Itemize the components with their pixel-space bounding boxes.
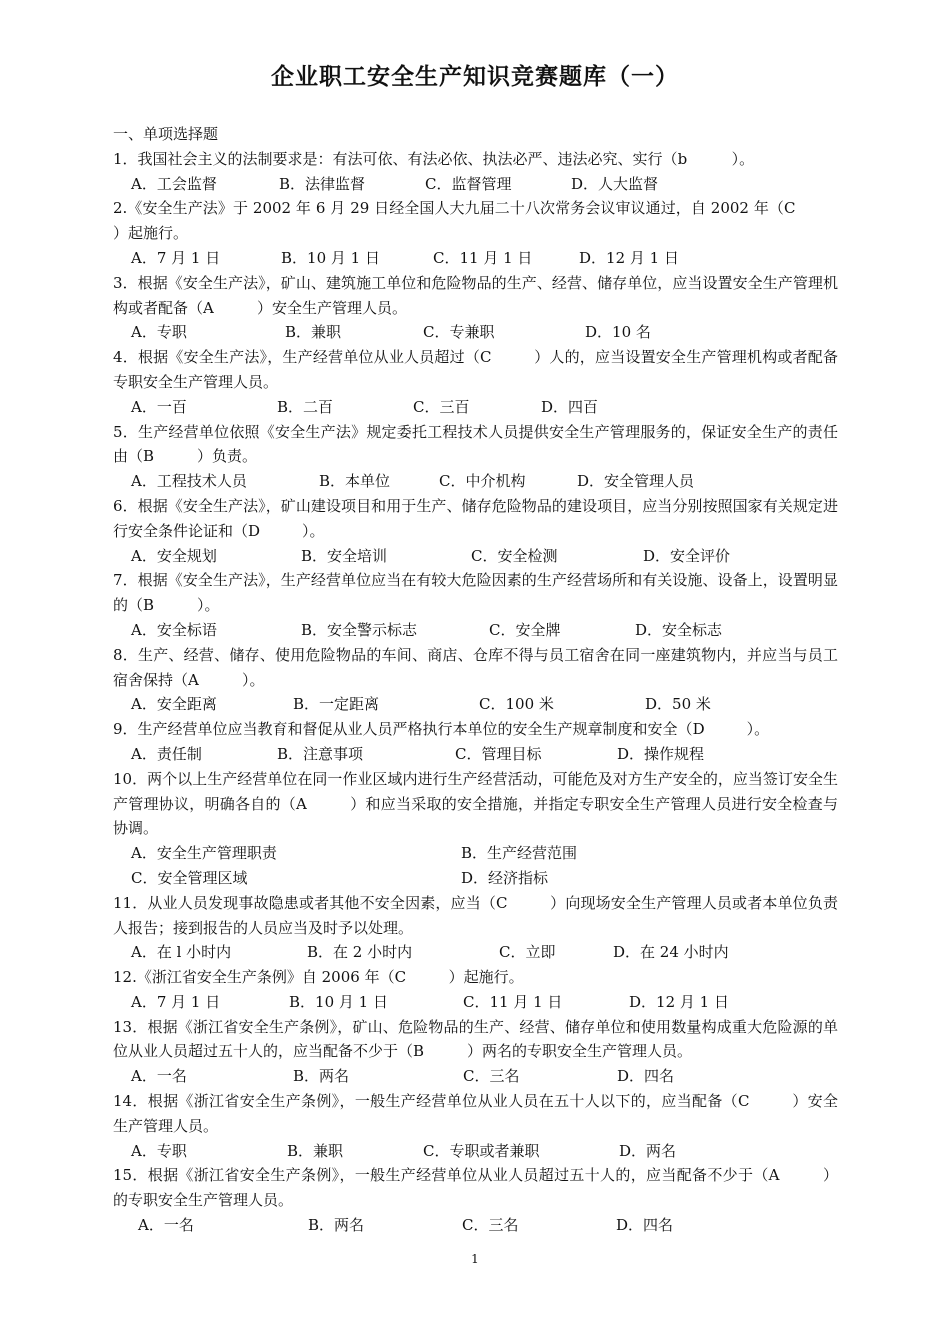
question-text-tail: ）。: [197, 596, 220, 615]
question-stem: [113, 420, 838, 470]
question-text-tail: ）向现场安全生产管理人员或者本单位负责人报告；接到报告的人员应当及时予以处理。: [113, 893, 838, 937]
option-d: D．四名: [617, 1067, 675, 1086]
question-item: [113, 196, 838, 270]
question-text: 5．生产经营单位依照《安全生产法》规定委托工程技术人员提供安全生产管理服务的，保证安全生产的责任由（: [113, 422, 838, 466]
option-c: C．三名: [462, 1216, 519, 1235]
question-text-tail: ）。: [302, 521, 325, 540]
question-item: [113, 271, 838, 345]
option-d: D．四百: [541, 397, 599, 416]
question-text-tail: ）安全生产管理人员。: [113, 1092, 838, 1135]
option-d: D．12 月 1 日: [579, 248, 679, 267]
option-b: B．在 2 小时内: [307, 943, 413, 962]
question-item: [113, 1015, 838, 1089]
option-a: A．专职: [131, 323, 187, 342]
question-item: [113, 965, 838, 1015]
option-row: [113, 692, 838, 717]
option-d: D．10 名: [585, 323, 651, 342]
answer-key: D: [248, 521, 261, 540]
option-d: D．人大监督: [571, 174, 659, 193]
question-text-tail: ）。: [746, 720, 770, 739]
option-c: C．专职或者兼职: [423, 1141, 540, 1160]
option-d: D．安全评价: [643, 546, 731, 565]
option-row: [113, 395, 838, 420]
question-stem: [113, 891, 838, 941]
option-c: C．管理目标: [455, 744, 542, 763]
option-c: C．中介机构: [439, 472, 526, 491]
answer-key: B: [143, 596, 155, 615]
option-a: A．安全标语: [131, 620, 217, 639]
question-item: [113, 420, 838, 494]
option-a: A．安全生产管理职责: [131, 844, 277, 863]
option-d: D．50 米: [645, 695, 711, 714]
option-a: A．安全规划: [131, 546, 217, 565]
question-list: [113, 122, 838, 1238]
question-text: 14．根据《浙江省安全生产条例》，一般生产经营单位从业人员在五十人以下的，应当配备（: [113, 1092, 739, 1111]
question-item: [113, 568, 838, 642]
option-row: [113, 1213, 838, 1238]
option-row: [113, 990, 838, 1015]
option-row: [113, 841, 838, 866]
answer-key: C: [738, 1092, 750, 1111]
answer-key: C: [784, 199, 796, 218]
question-text-tail: ）两名的专职安全生产管理人员。: [467, 1042, 693, 1061]
option-b: B．本单位: [319, 472, 391, 491]
question-item: [113, 891, 838, 965]
question-text-tail: ）和应当采取的安全措施，并指定专职安全生产管理人员进行安全检查与协调。: [113, 794, 838, 838]
answer-key: b: [677, 149, 688, 168]
option-row: [113, 866, 838, 891]
question-text: 15．根据《浙江省安全生产条例》，一般生产经营单位从业人员超过五十人的，应当配备不少于（: [113, 1166, 769, 1185]
question-text-tail: ）。: [731, 149, 755, 168]
option-a: A．安全距离: [131, 695, 217, 714]
question-stem: [113, 1089, 838, 1139]
option-a: A．一百: [131, 397, 187, 416]
question-item: [113, 345, 838, 419]
option-a: A．一名: [138, 1216, 194, 1235]
question-text: 6．根据《安全生产法》，矿山建设项目和用于生产、储存危险物品的建设项目，应当分别按照国家有关规定进行安全条件论证和（: [113, 496, 838, 540]
option-c: C．安全牌: [489, 620, 561, 639]
option-c: C．监督管理: [425, 174, 512, 193]
question-stem: [113, 717, 838, 742]
option-row: [113, 544, 838, 569]
option-b: B．10 月 1 日: [281, 248, 380, 267]
answer-key: A: [203, 298, 214, 317]
question-text: 2.《安全生产法》于 2002 年 6 月 29 日经全国人大九届二十八次常务会议审议通过，自 2002 年（: [113, 199, 784, 218]
option-d: D．两名: [619, 1141, 677, 1160]
option-c: C．三名: [463, 1067, 520, 1086]
option-b: B．两名: [308, 1216, 365, 1235]
option-a: A．在 l 小时内: [131, 943, 232, 962]
option-a: A．责任制: [131, 744, 202, 763]
question-text-tail: ）负责。: [197, 447, 258, 466]
question-text: 12.《浙江省安全生产条例》自 2006 年（: [113, 968, 395, 987]
answer-key: C: [480, 348, 492, 367]
question-text-tail: ）安全生产管理人员。: [257, 298, 408, 317]
option-b: B．10 月 1 日: [289, 992, 388, 1011]
question-text-tail: ）的专职安全生产管理人员。: [113, 1166, 838, 1210]
question-stem: [113, 494, 838, 544]
option-row: [113, 172, 838, 197]
question-item: [113, 717, 838, 767]
option-d: D．四名: [616, 1216, 674, 1235]
option-c: C．100 米: [479, 695, 554, 714]
option-a: A．工程技术人员: [131, 472, 247, 491]
option-b: B．两名: [293, 1067, 350, 1086]
question-stem: [113, 196, 838, 246]
option-row: [113, 940, 838, 965]
option-b: B．兼职: [285, 323, 342, 342]
question-stem: [113, 147, 838, 172]
question-item: [113, 494, 838, 568]
question-stem: [113, 767, 838, 841]
option-row: [113, 1064, 838, 1089]
question-text: 9．生产经营单位应当教育和督促从业人员严格执行本单位的安全生产规章制度和安全（: [113, 720, 693, 739]
option-b: B．二百: [277, 397, 334, 416]
option-c: C．安全检测: [471, 546, 558, 565]
answer-key: B: [413, 1042, 425, 1061]
question-stem: [113, 345, 838, 395]
option-d: D．安全管理人员: [577, 472, 695, 491]
option-d: D．安全标志: [635, 620, 723, 639]
question-text: 10．两个以上生产经营单位在同一作业区域内进行生产经营活动，可能危及对方生产安全的，应当签订安全生产管理协议，明确各自的（: [113, 769, 838, 813]
option-c: C．安全管理区域: [131, 868, 248, 887]
question-text: 3．根据《安全生产法》，矿山、建筑施工单位和危险物品的生产、经营、储存单位，应当设置安全生产管理机构或者配备（: [113, 273, 838, 317]
answer-key: A: [296, 794, 307, 813]
page-number: 1: [471, 1252, 479, 1266]
option-a: A．7 月 1 日: [131, 248, 221, 267]
question-stem: [113, 568, 838, 618]
option-c: C．专兼职: [423, 323, 495, 342]
question-text-tail: ）起施行。: [448, 968, 524, 987]
answer-key: D: [692, 720, 705, 739]
option-a: A．一名: [131, 1067, 187, 1086]
answer-key: C: [496, 893, 508, 912]
question-text: 13．根据《浙江省安全生产条例》，矿山、危险物品的生产、经营、储存单位和使用数量构成重大危险源的单位从业人员超过五十人的，应当配备不少于（: [113, 1017, 838, 1061]
question-stem: [113, 1015, 838, 1065]
option-a: A．工会监督: [131, 174, 217, 193]
option-b: B．注意事项: [277, 744, 364, 763]
option-row: [113, 320, 838, 345]
question-text-tail: ）人的，应当设置安全生产管理机构或者配备专职安全生产管理人员。: [113, 348, 838, 391]
option-d: D．12 月 1 日: [629, 992, 729, 1011]
question-stem: [113, 643, 838, 693]
question-text-tail: ）起施行。: [113, 224, 189, 243]
question-stem: [113, 271, 838, 321]
option-d: D．在 24 小时内: [613, 943, 729, 962]
question-text: 4．根据《安全生产法》，生产经营单位从业人员超过（: [113, 348, 481, 367]
option-row: [113, 246, 838, 271]
page-title: 企业职工安全生产知识竞赛题库（一）: [271, 64, 679, 90]
question-item: [113, 147, 838, 197]
option-row: [113, 1139, 838, 1164]
option-b: B．法律监督: [279, 174, 366, 193]
question-text-tail: ）。: [242, 670, 265, 689]
option-c: C．11 月 1 日: [463, 992, 563, 1011]
option-a: A．专职: [131, 1141, 187, 1160]
option-c: C．11 月 1 日: [433, 248, 533, 267]
option-c: C．三百: [413, 397, 470, 416]
question-item: [113, 1163, 838, 1237]
answer-key: A: [188, 670, 199, 689]
question-item: [113, 1089, 838, 1163]
section-heading: 一、单项选择题: [113, 125, 219, 143]
option-row: [113, 742, 838, 767]
question-text: 11．从业人员发现事故隐患或者其他不安全因素，应当（: [113, 893, 497, 912]
option-row: [113, 469, 838, 494]
option-b: B．安全培训: [301, 546, 388, 565]
question-text: 7．根据《安全生产法》，生产经营单位应当在有较大危险因素的生产经营场所和有关设施、设备上，设置明显的（: [113, 571, 838, 615]
option-b: B．生产经营范围: [461, 844, 578, 863]
question-text: 8．生产、经营、储存、使用危险物品的车间、商店、仓库不得与员工宿舍在同一座建筑物内，并应当与员工宿舍保持（: [113, 645, 838, 689]
option-a: A．7 月 1 日: [131, 992, 221, 1011]
option-d: D．经济指标: [461, 868, 549, 887]
option-b: B．安全警示标志: [301, 620, 418, 639]
option-c: C．立即: [499, 943, 556, 962]
question-stem: [113, 965, 838, 990]
option-b: B．兼职: [287, 1141, 344, 1160]
question-stem: [113, 1163, 838, 1213]
question-text: 1．我国社会主义的法制要求是：有法可依、有法必依、执法必严、违法必究、实行（: [113, 149, 678, 168]
answer-key: A: [768, 1166, 780, 1185]
answer-key: B: [143, 447, 155, 466]
answer-key: C: [394, 968, 407, 987]
option-d: D．操作规程: [617, 744, 705, 763]
option-row: [113, 618, 838, 643]
question-item: [113, 767, 838, 891]
question-item: [113, 643, 838, 717]
option-b: B．一定距离: [293, 695, 380, 714]
